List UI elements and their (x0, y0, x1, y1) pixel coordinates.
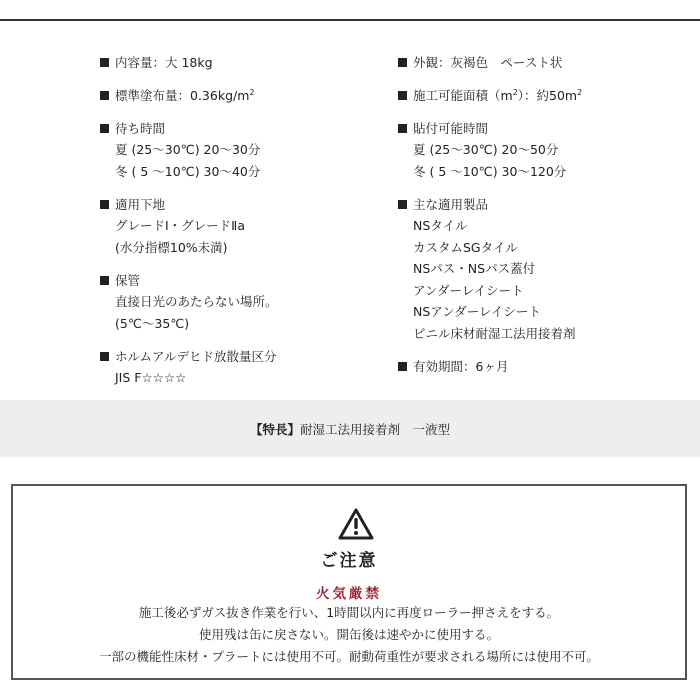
spec-value: NSタイル (413, 218, 468, 233)
spec-item-storage (100, 270, 380, 334)
spec-value: 夏 (25～30℃) 20～30分 (115, 142, 261, 157)
caution-box (11, 484, 687, 680)
feature-text: 耐湿工法用接着剤 一液型 (300, 421, 451, 437)
spec-value: JIS F☆☆☆☆ (115, 370, 187, 385)
spec-label: ホルムアルデヒド放散量区分 (115, 349, 277, 364)
top-divider (0, 19, 700, 21)
spec-item-area (398, 85, 688, 106)
bullet-square-icon (398, 200, 407, 209)
spec-item-shelf-life (398, 356, 688, 377)
spec-item-appearance (398, 52, 688, 73)
spec-item-products (398, 194, 688, 344)
spec-label: 有効期間：6ヶ月 (413, 359, 509, 374)
spec-item-coverage (100, 85, 380, 106)
feature-label: 【特長】 (249, 421, 300, 437)
bullet-square-icon (100, 352, 109, 361)
spec-value: (水分指標10%未満) (115, 239, 228, 255)
bullet-square-icon (398, 362, 407, 371)
caution-note: 使用残は缶に戻さない。開缶後は速やかに使用する。 (198, 627, 499, 642)
bullet-square-icon (100, 91, 109, 100)
spec-label: 標準塗布量：0.36kg/m (115, 88, 250, 103)
spec-value: (5℃～35℃) (115, 315, 190, 331)
spec-label: 内容量：大 18kg (115, 55, 213, 70)
caution-notes (13, 602, 685, 668)
spec-label: 保管 (115, 273, 141, 288)
spec-column-left (100, 52, 380, 401)
caution-title: ご注意 (320, 551, 378, 571)
spec-label: 主な適用製品 (413, 197, 489, 212)
spec-value: ビニル床材耐湿工法用接着剤 (413, 325, 576, 341)
spec-value: 直接日光のあたらない場所。 (115, 294, 278, 309)
spec-value: カスタムSGタイル (413, 239, 518, 255)
spec-value: グレードⅠ・グレードⅡa (115, 218, 245, 233)
bullet-square-icon (398, 91, 407, 100)
superscript: 2 (249, 88, 255, 97)
spec-label-suffix: ）：約50m (517, 88, 578, 103)
spec-value: NSパス・NSパス蓋付 (413, 261, 536, 276)
bullet-square-icon (100, 200, 109, 209)
spec-item-wait-time (100, 118, 380, 182)
spec-item-open-time (398, 118, 688, 182)
spec-value: アンダーレイシート (413, 282, 524, 298)
spec-value: 冬 ( 5 ～10℃) 30～40分 (115, 163, 261, 179)
spec-label: 外観：灰褐色 ペースト状 (413, 55, 563, 70)
caution-note: 施工後必ずガス抜き作業を行い、1時間以内に再度ローラー押さえをする。 (138, 605, 560, 620)
spec-label: 適用下地 (115, 197, 166, 212)
spec-label: 施工可能面積（m (413, 88, 513, 103)
superscript: 2 (512, 88, 518, 97)
bullet-square-icon (398, 58, 407, 67)
spec-label: 貼付可能時間 (413, 121, 489, 136)
spec-item-capacity (100, 52, 380, 73)
superscript: 2 (577, 88, 583, 97)
caution-note: 一部の機能性床材・プラートには使用不可。耐動荷重性が要求される場所には使用不可。 (98, 649, 599, 664)
fire-warning: 火気厳禁 (316, 586, 382, 602)
bullet-square-icon (100, 58, 109, 67)
bullet-square-icon (398, 124, 407, 133)
spec-item-formaldehyde (100, 346, 380, 389)
spec-label: 待ち時間 (115, 121, 166, 136)
feature-band (0, 400, 700, 457)
warning-triangle-icon (337, 507, 375, 541)
bullet-square-icon (100, 276, 109, 285)
bullet-square-icon (100, 124, 109, 133)
spec-value: NSアンダーレイシート (413, 304, 541, 319)
spec-item-substrate (100, 194, 380, 258)
spec-value: 冬 ( 5 ～10℃) 30～120分 (413, 163, 567, 179)
spec-value: 夏 (25～30℃) 20～50分 (413, 142, 559, 157)
spec-column-right (398, 52, 688, 389)
